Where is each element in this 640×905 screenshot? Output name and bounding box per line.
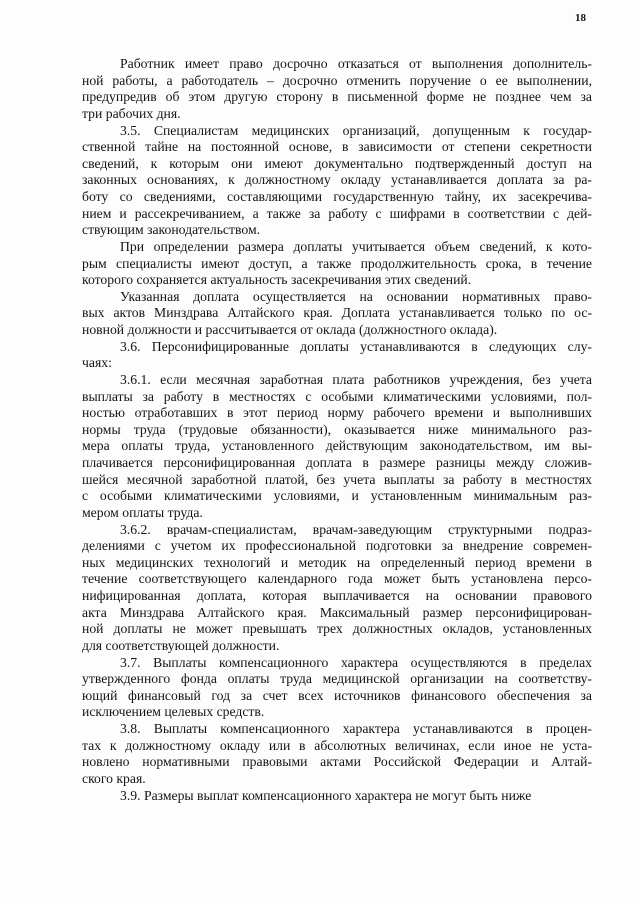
text-line: ского края.: [82, 770, 146, 786]
text-line: течение соответствующего календарного года может быть установлена персо-: [82, 571, 592, 587]
text-line: нием и рассекречиванием, а также за работу с шифрами в соответствии с дей-: [82, 205, 592, 221]
text-line: предупредив об этом другую сторону в письменной форме не позднее чем за: [82, 89, 592, 105]
text-line: утвержденного фонда оплаты труда медицинской организации на соответству-: [82, 671, 592, 687]
text-line: ностью отработавших в этот период норму рабочего времени и выполнивших: [82, 405, 592, 421]
text-line: 3.9. Размеры выплат компенсационного характера не могут быть ниже: [120, 787, 532, 803]
text-line: с особыми климатическими условиями, и установленным минимальным раз-: [82, 488, 592, 504]
text-line: нормы труда (трудовые обязанности), оказывается ниже минимального раз-: [82, 421, 592, 437]
paragraph-p6: [82, 372, 592, 522]
text-line: сведений, к которым они имеют документально подтвержденный доступ на: [82, 155, 592, 171]
text-line: Работник имеет право досрочно отказаться от выполнения дополнитель-: [120, 56, 592, 71]
text-line: ствующим законодательством.: [82, 222, 261, 238]
paragraph-p7: [82, 522, 592, 655]
text-line: мера оплаты труда, установленного действующим законодательством, им вы-: [82, 438, 592, 454]
text-line: плачивается персонифицированная доплата в размере разницы между сложив-: [82, 455, 592, 470]
text-line: законных основаниях, к должностному окладу устанавливается доплата за ра-: [82, 172, 592, 188]
paragraph-p1: [82, 56, 592, 123]
paragraph-p9: [82, 721, 592, 788]
document-body: [82, 56, 592, 804]
text-line: новлено нормативными правовыми актами Российской Федерации и Алтай-: [82, 754, 592, 770]
text-line: мером оплаты труда.: [82, 504, 203, 520]
text-line: 3.7. Выплаты компенсационного характера осуществляются в пределах: [120, 654, 592, 670]
text-line: ной доплаты не может превышать трех должностных окладов, установленных: [82, 621, 592, 637]
text-line: 3.6.1. если месячная заработная плата работников учреждения, без учета: [120, 371, 592, 387]
text-line: При определении размера доплаты учитывается объем сведений, к кото-: [120, 238, 592, 254]
text-line: тах к должностному окладу или в абсолютных величинах, если иное не уста-: [82, 737, 592, 753]
text-line: исключением целевых средств.: [82, 704, 265, 720]
text-line: акта Минздрава Алтайского края. Максимальный размер персонифицирован-: [82, 604, 592, 620]
text-line: шейся месячной заработной платой, без учета выплаты за работу в местностях: [82, 471, 592, 487]
paragraph-p5: [82, 339, 592, 372]
text-line: 3.5. Специалистам медицинских организаций, допущенным к государ-: [120, 122, 592, 138]
text-line: для соответствующей должности.: [82, 637, 280, 653]
text-line: ных медицинских технологий и методик на определенный период времени в: [82, 554, 592, 570]
paragraph-p8: [82, 655, 592, 722]
text-line: ственной тайне на постоянной основе, в зависимости от степени секретности: [82, 139, 592, 155]
text-line: 3.8. Выплаты компенсационного характера устанавливаются в процен-: [120, 721, 592, 736]
paragraph-p2: [82, 123, 592, 239]
text-line: боту со сведениями, составляющими государственную тайну, их засекречива-: [82, 189, 592, 204]
paragraph-p10: [82, 788, 592, 805]
text-line: которого сохраняется актуальность засекречивания этих сведений.: [82, 272, 472, 288]
paragraph-p3: [82, 239, 592, 289]
text-line: нифицированная доплата, которая выплачивается на основании правового: [82, 588, 592, 603]
text-line: ющий финансовый год за счет всех источников финансового обеспечения за: [82, 687, 592, 703]
text-line: ной работы, а работодатель – досрочно отменить поручение о ее выполнении,: [82, 72, 592, 88]
text-line: выплаты за работу в местностях с особыми климатическими условиями, пол-: [82, 388, 592, 404]
text-line: делениями с учетом их профессиональной подготовки за внедрение современ-: [82, 538, 592, 554]
text-line: чаях:: [82, 355, 112, 371]
text-line: три рабочих дня.: [82, 105, 181, 121]
text-line: новной должности и рассчитывается от оклада (должностного оклада).: [82, 322, 498, 337]
text-line: рым специалисты имеют доступ, а также продолжительность срока, в течение: [82, 255, 592, 271]
text-line: 3.6.2. врачам-специалистам, врачам-заведующим структурными подраз-: [120, 521, 592, 537]
text-line: Указанная доплата осуществляется на основании нормативных право-: [120, 288, 592, 304]
paragraph-p4: [82, 289, 592, 339]
text-line: вых актов Минздрава Алтайского края. Доплата устанавливается только по ос-: [82, 305, 592, 321]
page-number: 18: [575, 12, 586, 24]
text-line: 3.6. Персонифицированные доплаты устанавливаются в следующих слу-: [120, 338, 592, 354]
